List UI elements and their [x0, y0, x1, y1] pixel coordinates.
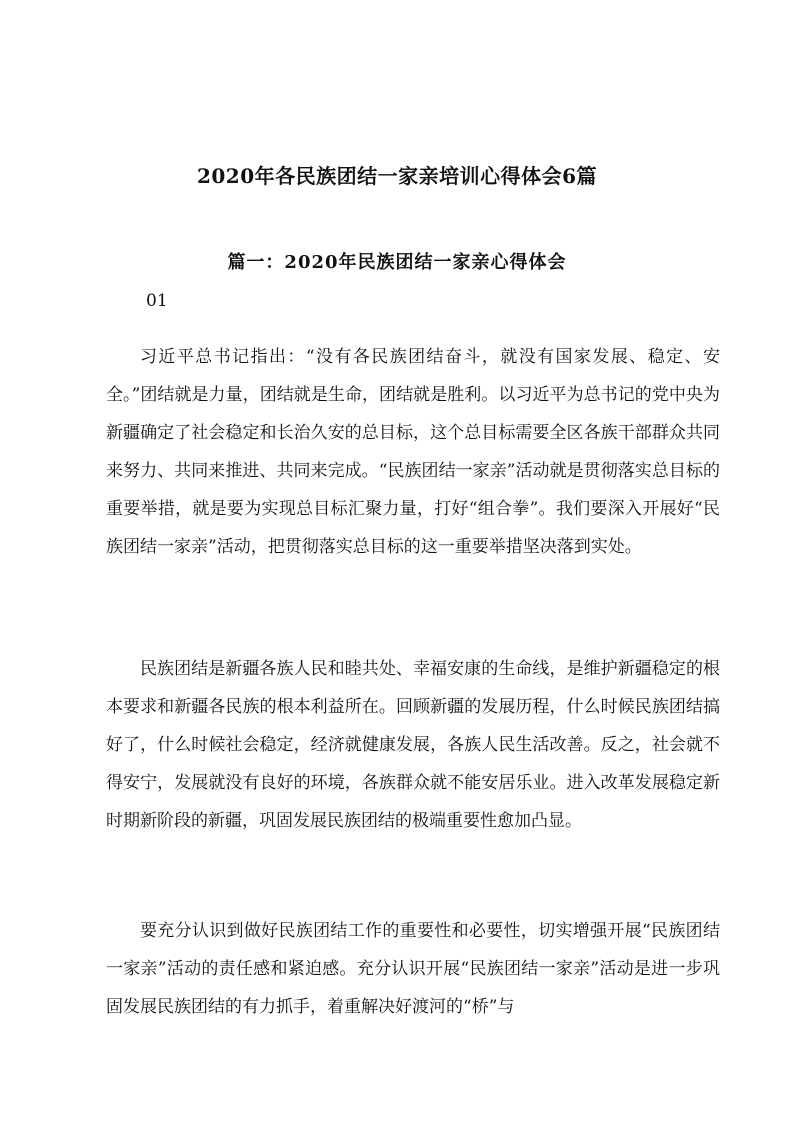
section-number: 01: [146, 291, 168, 311]
paragraph-3: 要充分认识到做好民族团结工作的重要性和必要性，切实增强开展“民族团结一家亲”活动的责任感和紧迫感。充分认识开展“民族团结一家亲”活动是进一步巩固发展民族团结的有力抓手，着重解决好渡河的“桥”与: [106, 921, 720, 1017]
section-subtitle: 篇一：2020年民族团结一家亲心得体会: [227, 252, 567, 273]
document-title: 2020年各民族团结一家亲培训心得体会6篇: [196, 164, 598, 188]
paragraph-1: 习近平总书记指出：“没有各民族团结奋斗，就没有国家发展、稳定、安全。”团结就是力量，团结就是生命，团结就是胜利。以习近平为总书记的党中央为新疆确定了社会稳定和长治久安的总目标，这个总目标需要全区各族干部群众共同来努力、共同来推进、共同来完成。“民族团结一家亲”活动就是贯彻落实总目标的重要举措，就是要为实现总目标汇聚力量，打好“组合拳”。我们要深入开展好“民族团结一家亲”活动，把贯彻落实总目标的这一重要举措坚决落到实处。: [106, 347, 720, 557]
paragraph-2: 民族团结是新疆各族人民和睦共处、幸福安康的生命线，是维护新疆稳定的根本要求和新疆各民族的根本利益所在。回顾新疆的发展历程，什么时候民族团结搞好了，什么时候社会稳定，经济就健康发展，各族人民生活改善。反之，社会就不得安宁，发展就没有良好的环境，各族群众就不能安居乐业。进入改革发展稳定新时期新阶段的新疆，巩固发展民族团结的极端重要性愈加凸显。: [106, 659, 720, 831]
